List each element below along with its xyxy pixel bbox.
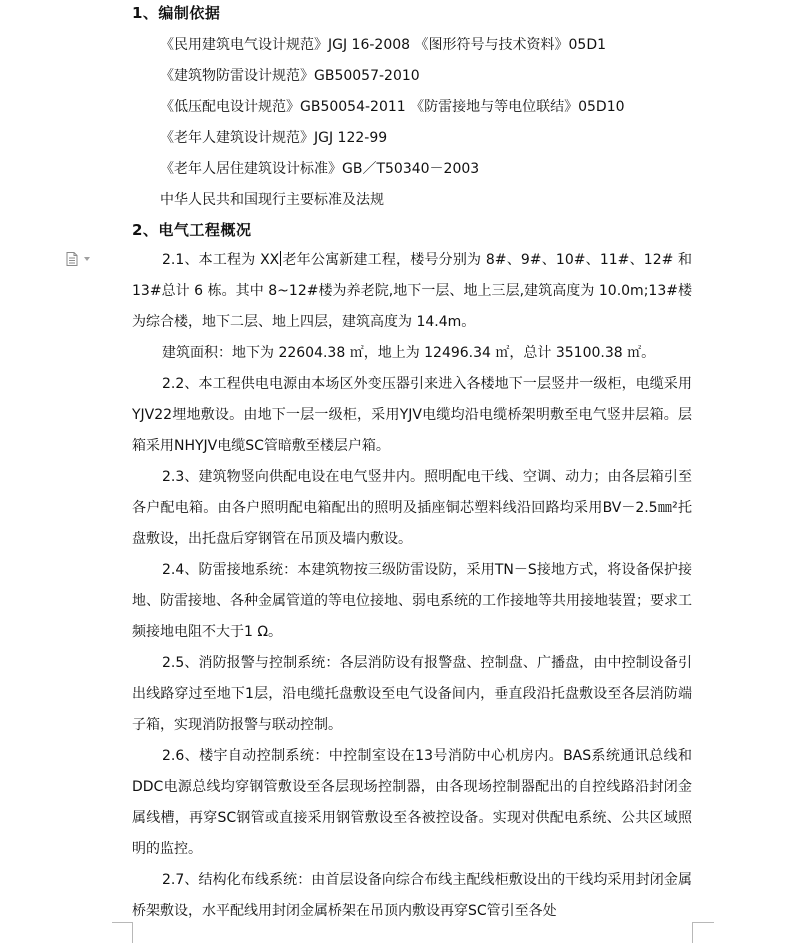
reference-line: 《民用建筑电气设计规范》JGJ 16-2008 《图形符号与技术资料》05D1 [160,37,607,53]
reference-line: 《老年人居住建筑设计标准》GB／T50340－2003 [160,161,480,177]
paragraph-lightning: 2.4、防雷接地系统：本建筑物按三级防雷设防，采用TN－S接地方式，将设备保护接地、防雷接地、各种金属管道的等电位接地、弱电系统的工作接地等共用接地装置；要求工频接地电阻不大于1 Ω。 [132,562,692,640]
margin-corner-mark [692,922,714,923]
paragraph-area: 建筑面积：地下为 22604.38 ㎡，地上为 12496.34 ㎡，总计 35100.38 ㎡。 [162,345,656,361]
paragraph-text: 2.1、本工程为 XX [162,252,280,268]
paragraph-distribution: 2.3、建筑物竖向供配电设在电气竖井内。照明配电干线、空调、动力；由各层箱引至各户配电箱。由各户照明配电箱配出的照明及插座铜芯塑料线沿回路均采用BV－2.5㎜²托盘敷设，出托盘后穿钢管在吊顶及墙内敷设。 [132,469,692,547]
paragraph-fire-alarm: 2.5、消防报警与控制系统：各层消防设有报警盘、控制盘、广播盘，由中控制设备引出线路穿过至地下1层，沿电缆托盘敷设至电气设备间内，垂直段沿托盘敷设至各层消防端子箱，实现消防报警与联动控制。 [132,655,692,733]
section-heading-basis: 1、编制依据 [132,4,221,22]
dropdown-arrow-icon[interactable] [84,257,90,261]
paragraph-project [132,245,692,338]
paragraph-building-automation: 2.6、楼宇自动控制系统：中控制室设在13号消防中心机房内。BAS系统通讯总线和DDC电源总线均穿钢管敷设至各层现场控制器，由各现场控制器配出的自控线路沿封闭金属线槽，再穿SC钢管或直接采用钢管敷设至各被控设备。实现对供配电系统、公共区域照明的监控。 [132,748,692,857]
reference-line: 《建筑物防雷设计规范》GB50057-2010 [160,68,420,84]
paragraph-cabling: 2.7、结构化布线系统：由首层设备向综合布线主配线柜敷设出的干线均采用封闭金属桥架敷设，水平配线用封闭金属桥架在吊顶内敷设再穿SC管引至各处 [132,872,692,919]
paragraph-power-supply: 2.2、本工程供电电源由本场区外变压器引来进入各楼地下一层竖井一级柜，电缆采用YJV22埋地敷设。由地下一层一级柜，采用YJV电缆均沿电缆桥架明敷至电气竖井层箱。层箱采用NHYJV电缆SC管暗敷至楼层户箱。 [132,376,692,454]
margin-corner-mark [132,922,133,943]
section-heading-overview: 2、电气工程概况 [132,221,252,239]
reference-line: 《低压配电设计规范》GB50054-2011 《防雷接地与等电位联结》05D10 [160,99,625,115]
paragraph-text: 老年公寓新建工程，楼号分别为 8#、9#、10#、11#、12# 和 13#总计 6 栋。其中 8~12#楼为养老院,地下一层、地上三层,建筑高度为 10.0m;13#楼为综合楼，地下二层、地上四层，建筑高度为 14.4m。 [132,252,692,330]
margin-corner-mark [112,922,132,923]
document-icon[interactable] [66,252,78,266]
reference-line: 《老年人建筑设计规范》JGJ 122-99 [160,130,388,146]
margin-corner-mark [692,922,693,943]
reference-line: 中华人民共和国现行主要标准及法规 [160,192,384,208]
